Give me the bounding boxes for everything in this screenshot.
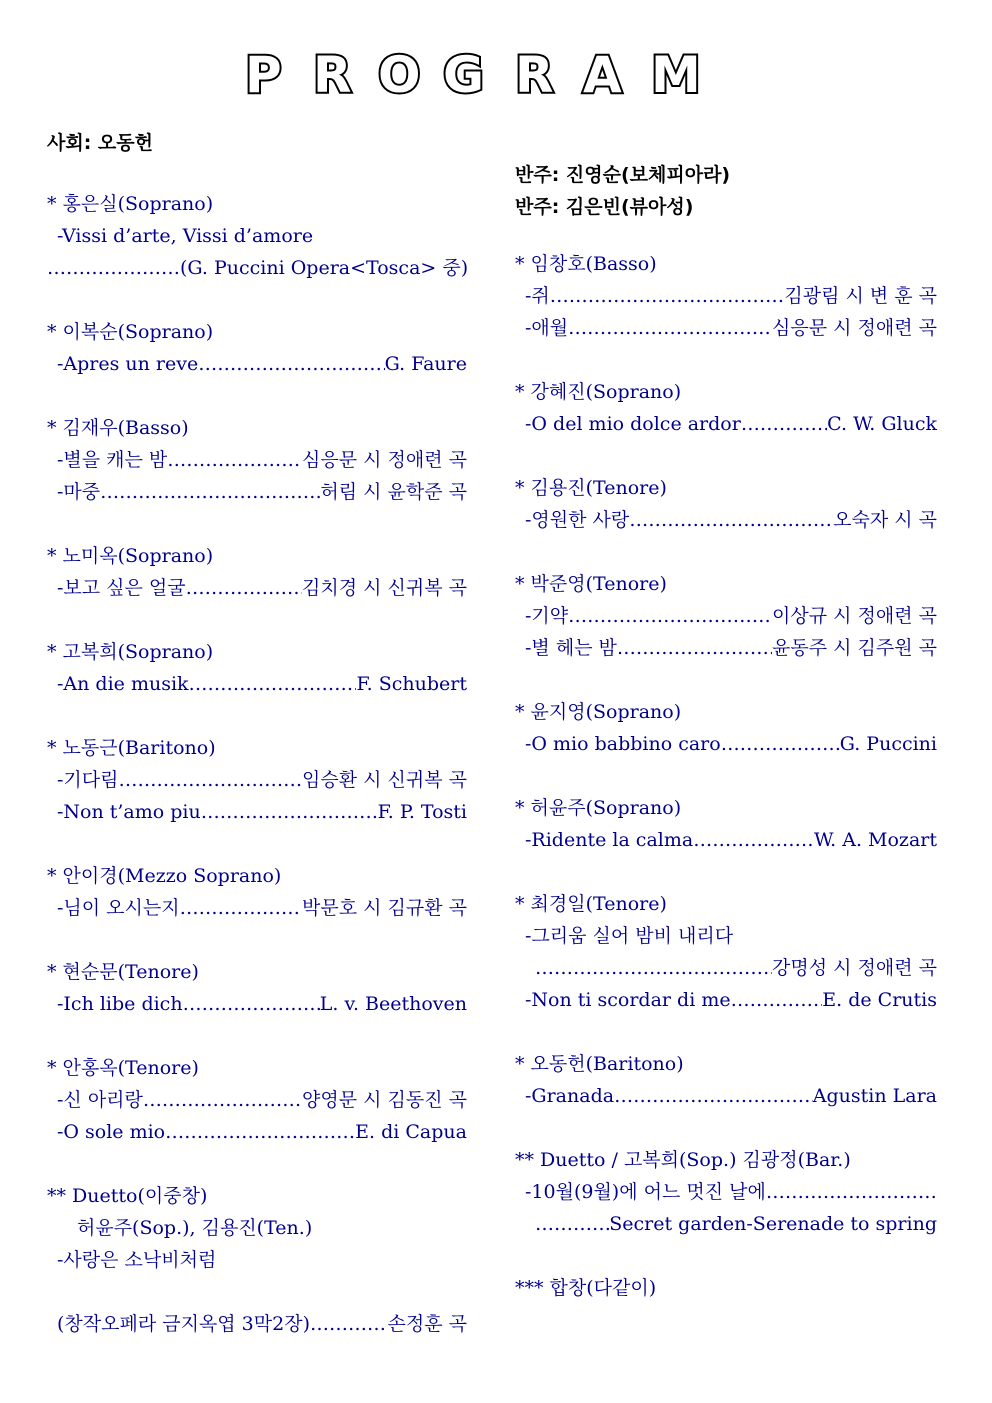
song-line <box>47 572 467 604</box>
song-credit: Agustin Lara <box>812 1085 937 1107</box>
song-line <box>47 668 467 700</box>
song-title: -Apres un reve <box>57 353 199 375</box>
spacer <box>47 380 467 412</box>
spacer <box>515 856 937 888</box>
song-credit: 임승환 시 신귀복 곡 <box>302 769 467 791</box>
song-line <box>515 600 937 632</box>
dot-leader <box>535 1208 609 1240</box>
spacer <box>47 1276 467 1308</box>
title-letter: M <box>651 46 701 104</box>
performer-name: * 윤지영(Soprano) <box>515 701 682 723</box>
dot-leader <box>741 408 827 440</box>
performer-name: *** 합창(다같이) <box>515 1277 657 1299</box>
performer-name: ** Duetto / 고복희(Sop.) 김광정(Bar.) <box>515 1149 851 1171</box>
dot-leader <box>186 572 302 604</box>
song-line <box>515 984 937 1016</box>
performer-name: * 홍은실(Soprano) <box>47 193 214 215</box>
performer-name: * 고복희(Soprano) <box>47 641 214 663</box>
song-credit: 윤동주 시 김주원 곡 <box>772 637 937 659</box>
accompanist-label: 반주: 진영순(보체피아라) <box>515 164 731 186</box>
title-letter: P <box>245 46 282 104</box>
spacer <box>47 604 467 636</box>
song-title: -Vissi d’arte, Vissi d’amore <box>57 225 314 247</box>
song-title: -10월(9월)에 어느 멋진 날에 <box>525 1181 766 1203</box>
song-credit: C. W. Gluck <box>827 413 937 435</box>
dot-leader <box>766 1176 937 1208</box>
song-credit: E. de Crutis <box>822 989 937 1011</box>
song-title: -별 헤는 밤 <box>525 637 617 659</box>
song-line <box>47 1116 467 1148</box>
song-line: …………………(G. Puccini Opera<Tosca> 중) <box>47 257 469 279</box>
dot-leader <box>143 1084 302 1116</box>
performer-name: * 김재우(Basso) <box>47 417 189 439</box>
spacer <box>47 828 467 860</box>
song-title: -쥐 <box>525 285 550 307</box>
song-line <box>515 504 937 536</box>
song-credit: G. Puccini <box>839 733 937 755</box>
performer-name: * 안홍옥(Tenore) <box>47 1057 199 1079</box>
performer-name: * 박준영(Tenore) <box>515 573 667 595</box>
song-line <box>515 952 937 984</box>
dot-leader <box>731 984 823 1016</box>
performer-name: * 현순문(Tenore) <box>47 961 199 983</box>
performer-name: * 이복순(Soprano) <box>47 321 214 343</box>
dot-leader <box>310 1308 388 1340</box>
song-line <box>515 632 937 664</box>
song-title: -Ich libe dich <box>57 993 183 1015</box>
spacer <box>515 1016 937 1048</box>
song-line <box>47 892 467 924</box>
song-line <box>515 280 937 312</box>
song-line <box>515 408 937 440</box>
dot-leader <box>614 1080 813 1112</box>
host-label: 사회: 오동헌 <box>47 132 153 154</box>
song-credit: 김치경 시 신귀복 곡 <box>302 577 467 599</box>
spacer <box>515 440 937 472</box>
title-letter: A <box>583 46 622 104</box>
song-credit: 심응문 시 정애련 곡 <box>772 317 937 339</box>
dot-leader <box>693 824 814 856</box>
performer-name: * 노미옥(Soprano) <box>47 545 214 567</box>
song-line <box>47 348 467 380</box>
song-line <box>47 1084 467 1116</box>
song-credit: F. Schubert <box>356 673 467 695</box>
song-line <box>47 988 467 1020</box>
song-title: -Granada <box>525 1085 615 1107</box>
spacer <box>47 1020 467 1052</box>
dot-leader <box>180 892 302 924</box>
dot-leader <box>183 988 320 1020</box>
program-right-column <box>515 188 937 1304</box>
song-title: -Ridente la calma <box>525 829 694 851</box>
song-line <box>515 312 937 344</box>
dot-leader <box>721 728 840 760</box>
spacer <box>515 664 937 696</box>
dot-leader <box>617 632 772 664</box>
song-credit: 김광림 시 변 훈 곡 <box>784 285 937 307</box>
performer-name: * 임창호(Basso) <box>515 253 657 275</box>
song-credit: G. Faure <box>384 353 467 375</box>
song-title: -영원한 사랑 <box>525 509 630 531</box>
song-credit: F. P. Tosti <box>377 801 467 823</box>
program-left-column <box>47 188 467 1340</box>
song-credit: 양영문 시 김동진 곡 <box>302 1089 467 1111</box>
song-title: -별을 캐는 밤 <box>57 449 168 471</box>
song-title: -님이 오시는지 <box>57 897 180 919</box>
song-line <box>515 824 937 856</box>
song-credit: L. v. Beethoven <box>319 993 467 1015</box>
dot-leader <box>568 600 772 632</box>
song-line <box>47 476 467 508</box>
song-line <box>47 764 467 796</box>
performer-name: * 오동헌(Baritono) <box>515 1053 684 1075</box>
dot-leader <box>201 796 378 828</box>
performer-name: * 노동근(Baritono) <box>47 737 216 759</box>
title-letter: O <box>378 46 421 104</box>
song-credit: E. di Capua <box>355 1121 467 1143</box>
spacer <box>47 1148 467 1180</box>
performer-name: * 안이경(Mezzo Soprano) <box>47 865 282 887</box>
song-title: -보고 싶은 얼굴 <box>57 577 186 599</box>
song-title: -그리움 실어 밤비 내리다 <box>525 925 734 947</box>
performer-name: ** Duetto(이중창) <box>47 1185 208 1207</box>
performer-name: * 강혜진(Soprano) <box>515 381 682 403</box>
song-credit: 박문호 시 김규환 곡 <box>302 897 467 919</box>
dot-leader <box>118 764 302 796</box>
dot-leader <box>189 668 357 700</box>
song-line <box>47 1308 467 1340</box>
song-title: -O del mio dolce ardor <box>525 413 741 435</box>
dot-leader <box>198 348 384 380</box>
spacer <box>515 344 937 376</box>
performer-name: * 최경일(Tenore) <box>515 893 667 915</box>
song-credit: 이상규 시 정애련 곡 <box>772 605 937 627</box>
song-title: -기다림 <box>57 769 119 791</box>
song-credit: 허림 시 윤학준 곡 <box>320 481 467 503</box>
song-line <box>515 1208 937 1240</box>
dot-leader <box>167 444 302 476</box>
song-title: -사랑은 소낙비처럼 <box>57 1249 217 1271</box>
dot-leader <box>165 1116 355 1148</box>
dot-leader <box>568 312 772 344</box>
dot-leader <box>535 952 772 984</box>
title-letter: G <box>443 46 485 104</box>
program-title <box>0 44 992 106</box>
spacer <box>515 536 937 568</box>
performer-name: * 허윤주(Soprano) <box>515 797 682 819</box>
spacer <box>515 1240 937 1272</box>
title-letter: R <box>515 46 554 104</box>
song-title: -신 아리랑 <box>57 1089 143 1111</box>
song-line <box>47 444 467 476</box>
spacer <box>515 1112 937 1144</box>
song-credit: 심응문 시 정애련 곡 <box>302 449 467 471</box>
song-title: -마중 <box>57 481 101 503</box>
song-title: 허윤주(Sop.), 김용진(Ten.) <box>77 1217 313 1239</box>
song-credit: 강명성 시 정애련 곡 <box>772 957 937 979</box>
song-line <box>515 728 937 760</box>
song-title: -애월 <box>525 317 569 339</box>
song-title: -O sole mio <box>57 1121 166 1143</box>
song-title: -Non t’amo piu <box>57 801 201 823</box>
dot-leader <box>550 280 785 312</box>
song-line <box>515 1176 937 1208</box>
song-title: (창작오페라 금지옥엽 3막2장) <box>57 1313 310 1335</box>
dot-leader <box>100 476 320 508</box>
spacer <box>47 508 467 540</box>
accompanist-label: 반주: 김은빈(뷰아성) <box>515 196 694 218</box>
title-letter: R <box>313 46 352 104</box>
dot-leader <box>629 504 833 536</box>
song-line <box>515 1080 937 1112</box>
song-line <box>47 796 467 828</box>
song-credit: 오숙자 시 곡 <box>833 509 937 531</box>
spacer <box>47 924 467 956</box>
song-title: -An die musik <box>57 673 189 695</box>
song-title: -기약 <box>525 605 569 627</box>
song-credit: 손정훈 곡 <box>387 1313 467 1335</box>
spacer <box>47 284 467 316</box>
spacer <box>47 700 467 732</box>
song-credit: Secret garden-Serenade to spring <box>609 1213 937 1235</box>
spacer <box>515 760 937 792</box>
song-title: -Non ti scordar di me <box>525 989 731 1011</box>
song-credit: W. A. Mozart <box>813 829 937 851</box>
song-title: -O mio babbino caro <box>525 733 721 755</box>
performer-name: * 김용진(Tenore) <box>515 477 667 499</box>
